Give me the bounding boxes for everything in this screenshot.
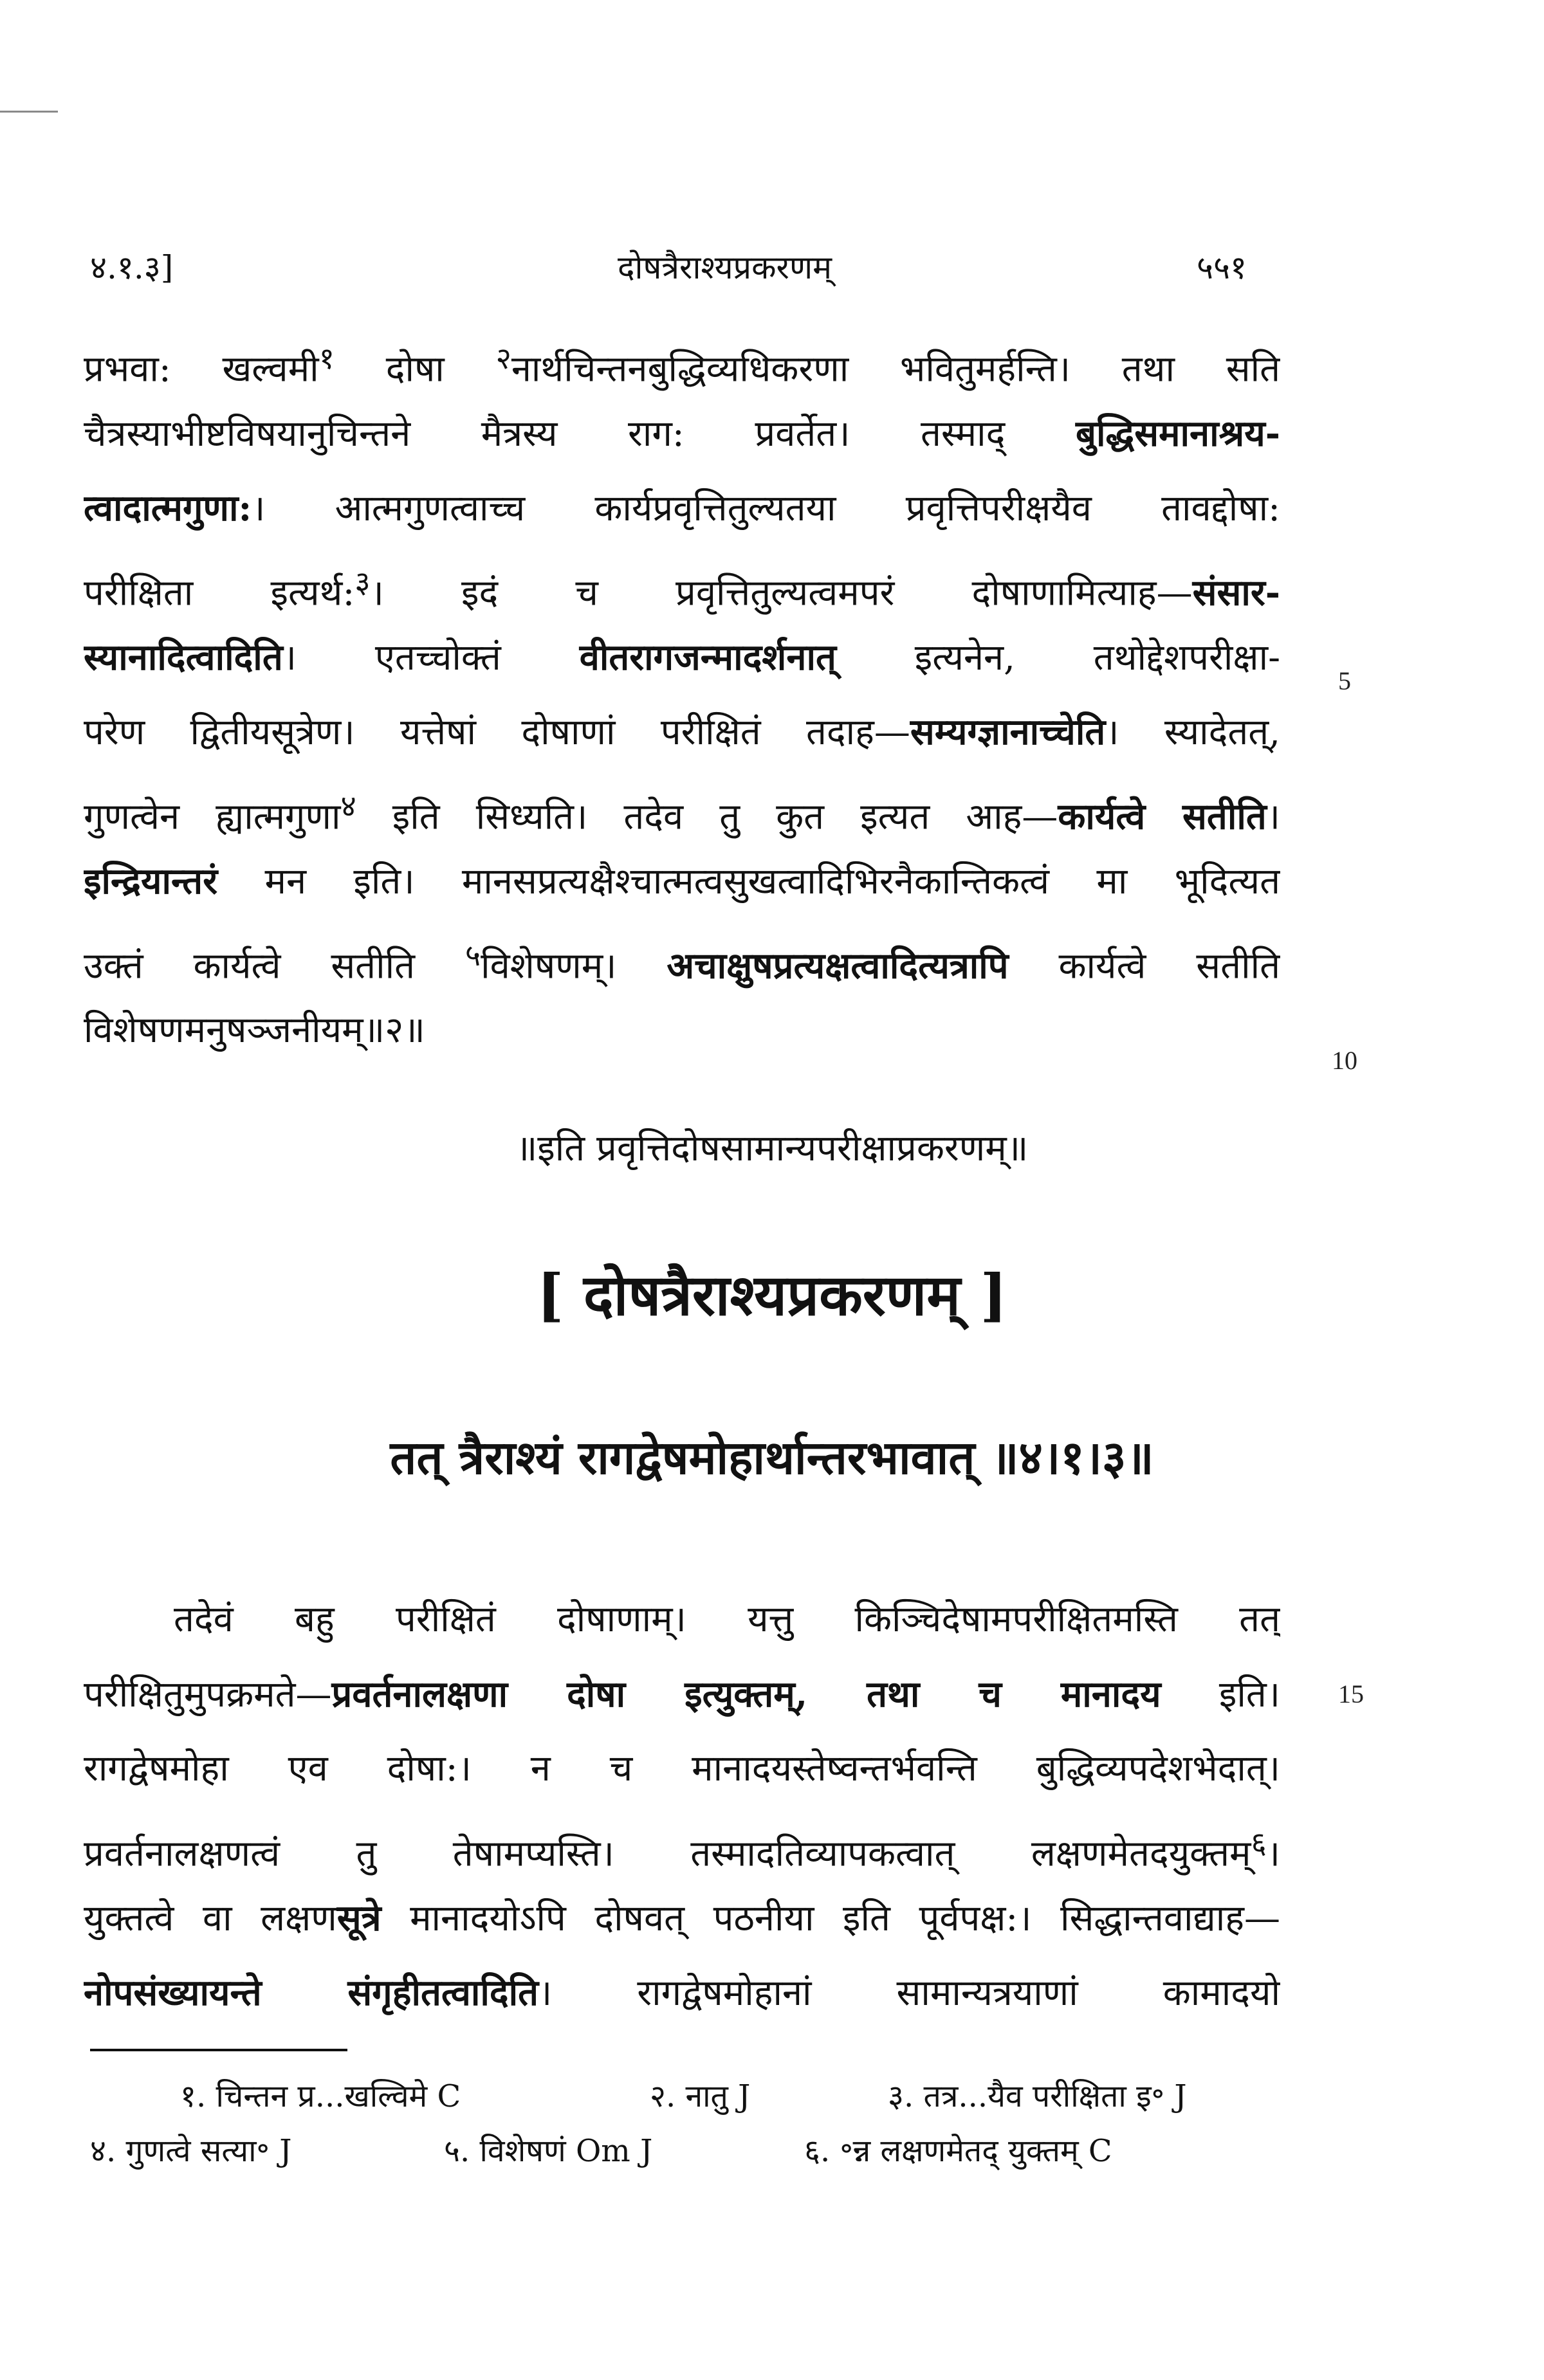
text-run: । इदं च प्रवृत्तितुल्यत्वमपरं दोषाणामित्याह— bbox=[370, 572, 1193, 614]
text-run: परेण द्वितीयसूत्रेण। यत्तेषां दोषाणां परीक्षितं तदाह— bbox=[84, 711, 910, 753]
text-run: परीक्षितुमुपक्रमते— bbox=[84, 1674, 332, 1716]
text-line bbox=[84, 993, 1280, 1068]
sutra-text: तत् त्रैराश्यं रागद्वेषमोहार्थान्तरभावात् ॥४।१।३॥ bbox=[390, 1430, 1154, 1485]
text-run: उक्तं कार्यत्वे सतीति bbox=[84, 945, 465, 987]
text-run: रागद्वेषमोहा एव दोषा:। न च मानादयस्तेष्वन्तर्भवन्ति बुद्धिव्यपदेशभेदात्। bbox=[84, 1748, 1280, 1790]
bold-pratika: वीतरागजन्मादर्शनात् bbox=[579, 636, 836, 679]
bold-pratika: स्यानादित्वादिति bbox=[84, 636, 283, 679]
footnote-marker: ३ bbox=[354, 565, 371, 600]
text-run: । स्यादेतत्, bbox=[1105, 711, 1280, 753]
footnote-4: ४. गुणत्वे सत्या॰ J bbox=[90, 2133, 292, 2169]
text-run: । आत्मगुणत्वाच्च कार्यप्रवृत्तितुल्यतया प्रवृत्तिपरीक्षयैव तावद्दोषा: bbox=[252, 488, 1280, 529]
text-run: मन इति। मानसप्रत्यक्षैश्चात्मत्वसुखत्वादिभिरनैकान्तिकत्वं मा भूदित्यत bbox=[217, 861, 1280, 902]
text-run: विशेषणमनुषञ्जनीयम्॥२॥ bbox=[84, 1009, 425, 1051]
text-line bbox=[84, 1881, 1280, 1955]
header-title: दोषत्रैराश्यप्रकरणम् bbox=[618, 249, 832, 286]
footnote-marker: २ bbox=[495, 342, 511, 376]
text-run: चैत्रस्याभीष्टविषयानुचिन्तने मैत्रस्य राग: प्रवर्तेत। तस्माद् bbox=[84, 413, 1076, 455]
text-run: । एतच्चोक्तं bbox=[282, 637, 580, 679]
footnote-5: ५. विशेषणं Om J bbox=[444, 2133, 653, 2169]
text-line bbox=[84, 396, 1280, 471]
bold-pratika: सम्यग्ज्ञानाच्चेति bbox=[910, 711, 1106, 753]
footnotes-row-1 bbox=[0, 2074, 1544, 2126]
text-run: । रागद्वेषमोहानां सामान्यत्रयाणां कामादयो bbox=[538, 1972, 1280, 2014]
section-title: [ दोषत्रैराश्यप्रकरणम् ] bbox=[537, 1261, 1007, 1328]
text-run: इति। bbox=[1161, 1674, 1280, 1716]
closing-colophon: ॥इति प्रवृत्तिदोषसामान्यपरीक्षाप्रकरणम्॥ bbox=[515, 1128, 1029, 1169]
commentary-paragraph-2 bbox=[84, 1582, 1280, 2030]
line-number-10: 10 bbox=[1332, 1046, 1357, 1075]
text-run: परीक्षिता इत्यर्थ: bbox=[84, 572, 355, 614]
text-line bbox=[84, 1732, 1280, 1806]
scan-edge-mark bbox=[0, 111, 58, 113]
text-run: दोषा bbox=[334, 348, 496, 390]
text-run: कार्यत्वे सतीति bbox=[1008, 945, 1280, 987]
text-line bbox=[84, 1582, 1280, 1657]
text-line bbox=[84, 695, 1280, 769]
footnote-marker: ५ bbox=[464, 938, 481, 973]
footnotes-row-2 bbox=[0, 2129, 1544, 2181]
bold-pratika: इन्द्रियान्तरं bbox=[84, 860, 218, 902]
footnote-3: ३. तत्र...यैव परीक्षिता इ॰ J bbox=[888, 2078, 1187, 2114]
text-line bbox=[84, 1657, 1280, 1732]
text-run: । bbox=[1266, 796, 1280, 838]
bold-pratika: कार्यत्वे सतीति bbox=[1058, 795, 1267, 838]
text-run: प्रवर्तनालक्षणत्वं तु तेषामप्यस्ति। तस्मादतिव्यापकत्वात् लक्षणमेतदयुक्तम् bbox=[84, 1833, 1251, 1875]
header-page-number: ५५१ bbox=[1197, 249, 1247, 286]
bold-pratika: त्वादात्मगुणा: bbox=[84, 487, 252, 529]
bold-pratika: बुद्धिसमानाश्रय- bbox=[1075, 412, 1280, 455]
text-run: प्रभवा: खल्वमी bbox=[84, 348, 319, 390]
text-run: युक्तत्वे वा लक्षण bbox=[84, 1898, 337, 1939]
text-line bbox=[84, 545, 1280, 620]
line-number-5: 5 bbox=[1338, 666, 1351, 695]
text-line bbox=[84, 322, 1280, 396]
footnote-marker: ६ bbox=[1251, 1826, 1267, 1861]
footnote-1: १. चिन्तन प्र...खल्विमे C bbox=[180, 2078, 461, 2114]
commentary-paragraph-1 bbox=[84, 322, 1280, 1068]
bold-pratika: सूत्रे bbox=[336, 1897, 381, 1939]
text-line bbox=[84, 769, 1280, 844]
header-section-ref: ४.१.३] bbox=[90, 249, 174, 286]
text-run: इति सिध्यति। तदेव तु कुत इत्यत आह— bbox=[356, 796, 1058, 838]
running-header bbox=[0, 244, 1544, 296]
bold-pratika: नोपसंख्यायन्ते संगृहीतत्वादिति bbox=[84, 1972, 539, 2014]
text-run: तदेवं बहु परीक्षितं दोषाणाम्। यत्तु किञ्चिदेषामपरीक्षितमस्ति तत् bbox=[174, 1598, 1280, 1640]
footnote-2: २. नातु J bbox=[650, 2078, 751, 2114]
text-line bbox=[84, 1955, 1280, 2030]
footnote-6: ६. ॰न्न लक्षणमेतद् युक्तम् C bbox=[804, 2133, 1112, 2169]
bold-pratika: अचाक्षुषप्रत्यक्षत्वादित्यत्रापि bbox=[666, 944, 1009, 987]
text-run: गुणत्वेन ह्यात्मगुणा bbox=[84, 796, 341, 838]
text-run: । bbox=[1266, 1833, 1280, 1875]
text-run: इत्यनेन, तथोद्देशपरीक्षा- bbox=[836, 637, 1280, 679]
bold-pratika: प्रवर्तनालक्षणा दोषा इत्युक्तम्, तथा च मानादय bbox=[331, 1673, 1161, 1716]
text-line bbox=[84, 1806, 1280, 1881]
text-run: विशेषणम्। bbox=[481, 945, 667, 987]
text-line bbox=[84, 471, 1280, 545]
footnote-rule bbox=[90, 2049, 347, 2051]
footnote-marker: १ bbox=[318, 342, 335, 376]
bold-pratika: संसार- bbox=[1192, 571, 1280, 614]
text-line bbox=[84, 620, 1280, 695]
text-run: मानादयोऽपि दोषवत् पठनीया इति पूर्वपक्ष:। सिद्धान्तवाद्याह— bbox=[381, 1898, 1280, 1939]
footnote-marker: ४ bbox=[340, 789, 356, 824]
text-line bbox=[84, 844, 1280, 919]
text-run: नार्थचिन्तनबुद्धिव्यधिकरणा भवितुमर्हन्ति। तथा सति bbox=[511, 348, 1280, 390]
text-line bbox=[84, 919, 1280, 993]
line-number-15: 15 bbox=[1338, 1680, 1364, 1708]
